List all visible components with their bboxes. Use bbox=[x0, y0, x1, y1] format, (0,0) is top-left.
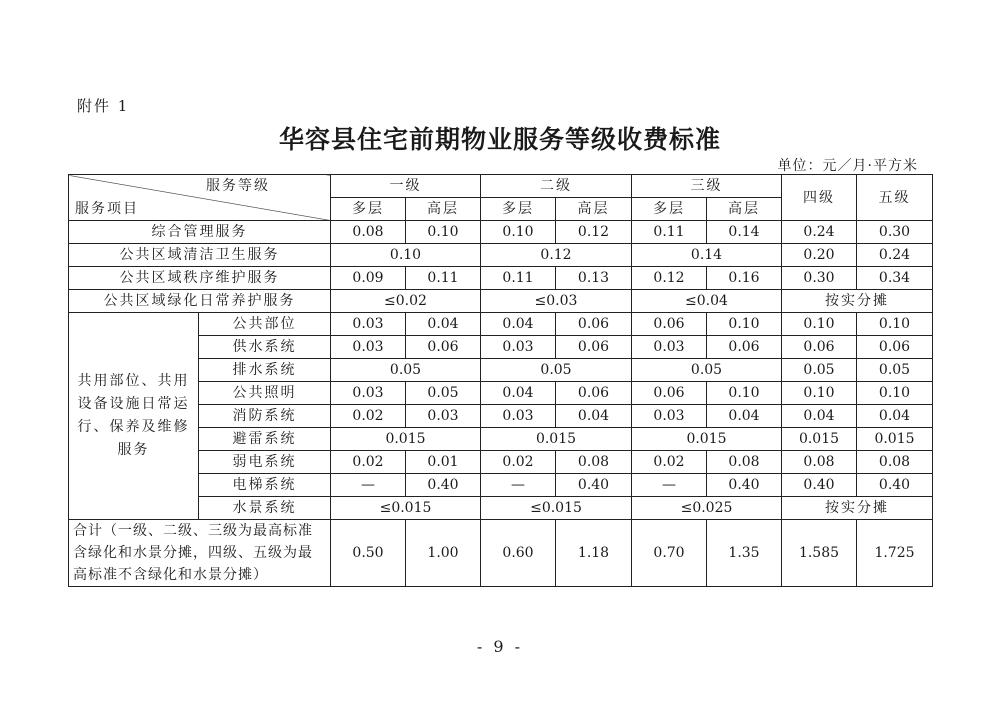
value-cell: 0.06 bbox=[782, 336, 857, 359]
row-label: 公共部位 bbox=[199, 313, 331, 336]
value-cell: 0.40 bbox=[782, 474, 857, 497]
row-label: 水景系统 bbox=[199, 497, 331, 520]
value-cell: 0.04 bbox=[707, 405, 782, 428]
value-cell: 0.08 bbox=[556, 451, 632, 474]
high-rise-header: 高层 bbox=[406, 198, 481, 221]
value-cell: 0.04 bbox=[481, 313, 556, 336]
value-cell: 0.10 bbox=[481, 221, 556, 244]
table-row-drainage bbox=[69, 359, 933, 382]
value-cell: 0.05 bbox=[481, 359, 632, 382]
value-cell: 0.12 bbox=[481, 244, 632, 267]
value-cell: 0.10 bbox=[406, 221, 481, 244]
page-number: - 9 - bbox=[476, 637, 524, 656]
value-cell: 0.03 bbox=[632, 405, 707, 428]
value-cell: 0.04 bbox=[857, 405, 933, 428]
value-cell: 0.015 bbox=[331, 428, 481, 451]
row-label: 供水系统 bbox=[199, 336, 331, 359]
value-cell: 0.04 bbox=[481, 382, 556, 405]
value-cell: 0.10 bbox=[782, 382, 857, 405]
total-value-cell: 1.725 bbox=[857, 520, 933, 587]
value-cell: 0.05 bbox=[632, 359, 782, 382]
value-cell: 0.03 bbox=[406, 405, 481, 428]
value-cell: 0.04 bbox=[406, 313, 481, 336]
page-title: 华容县住宅前期物业服务等级收费标准 bbox=[278, 125, 721, 154]
value-cell: 0.03 bbox=[632, 336, 707, 359]
high-rise-header: 高层 bbox=[556, 198, 632, 221]
total-value-cell: 1.585 bbox=[782, 520, 857, 587]
value-cell: 按实分摊 bbox=[782, 497, 933, 520]
unit-note: 单位：元／月·平方米 bbox=[777, 158, 918, 174]
value-cell: — bbox=[331, 474, 406, 497]
value-cell: 0.02 bbox=[331, 405, 406, 428]
value-cell: ≤0.04 bbox=[632, 290, 782, 313]
value-cell: 0.02 bbox=[632, 451, 707, 474]
total-value-cell: 0.70 bbox=[632, 520, 707, 587]
row-label: 电梯系统 bbox=[199, 474, 331, 497]
value-cell: ≤0.02 bbox=[331, 290, 481, 313]
value-cell: 0.12 bbox=[556, 221, 632, 244]
row-label: 弱电系统 bbox=[199, 451, 331, 474]
value-cell: 0.03 bbox=[481, 336, 556, 359]
value-cell: 0.015 bbox=[481, 428, 632, 451]
value-cell: 0.06 bbox=[632, 382, 707, 405]
value-cell: ≤0.025 bbox=[632, 497, 782, 520]
value-cell: ≤0.015 bbox=[481, 497, 632, 520]
value-cell: — bbox=[632, 474, 707, 497]
grade-4-header: 四级 bbox=[782, 175, 857, 221]
table-row-weak-current bbox=[69, 451, 933, 474]
table-row-order bbox=[69, 267, 933, 290]
value-cell: 0.40 bbox=[707, 474, 782, 497]
grade-1-header: 一级 bbox=[331, 175, 481, 198]
total-value-cell: 0.50 bbox=[331, 520, 406, 587]
value-cell: 0.16 bbox=[707, 267, 782, 290]
table-row-greening bbox=[69, 290, 933, 313]
total-label: 合计（一级、二级、三级为最高标准含绿化和水景分摊，四级、五级为最高标准不含绿化和水景分摊） bbox=[69, 520, 331, 587]
value-cell: 0.08 bbox=[782, 451, 857, 474]
value-cell: 0.06 bbox=[556, 336, 632, 359]
value-cell: — bbox=[481, 474, 556, 497]
value-cell: 0.05 bbox=[857, 359, 933, 382]
value-cell: 0.04 bbox=[556, 405, 632, 428]
high-rise-header: 高层 bbox=[707, 198, 782, 221]
value-cell: 0.02 bbox=[331, 451, 406, 474]
value-cell: 0.20 bbox=[782, 244, 857, 267]
diagonal-header-cell bbox=[69, 175, 331, 221]
value-cell: ≤0.03 bbox=[481, 290, 632, 313]
value-cell: 0.06 bbox=[632, 313, 707, 336]
table-row-waterscape bbox=[69, 497, 933, 520]
total-value-cell: 1.00 bbox=[406, 520, 481, 587]
grade-5-header: 五级 bbox=[857, 175, 933, 221]
value-cell: 0.14 bbox=[632, 244, 782, 267]
value-cell: 0.06 bbox=[406, 336, 481, 359]
value-cell: 0.10 bbox=[857, 313, 933, 336]
value-cell: ≤0.015 bbox=[331, 497, 481, 520]
value-cell: 0.03 bbox=[481, 405, 556, 428]
value-cell: 0.05 bbox=[406, 382, 481, 405]
table-row-public-parts bbox=[69, 313, 933, 336]
row-label: 公共照明 bbox=[199, 382, 331, 405]
value-cell: 0.08 bbox=[331, 221, 406, 244]
annex-label: 附件 1 bbox=[77, 97, 130, 115]
value-cell: 0.09 bbox=[331, 267, 406, 290]
value-cell: 0.05 bbox=[331, 359, 481, 382]
value-cell: 0.08 bbox=[707, 451, 782, 474]
value-cell: 0.015 bbox=[857, 428, 933, 451]
value-cell: 0.34 bbox=[857, 267, 933, 290]
value-cell: 0.24 bbox=[857, 244, 933, 267]
value-cell: 0.24 bbox=[782, 221, 857, 244]
value-cell: 0.12 bbox=[632, 267, 707, 290]
table-row-elevator bbox=[69, 474, 933, 497]
equipment-group-label: 共用部位、共用设备设施日常运行、保养及维修服务 bbox=[69, 313, 199, 520]
value-cell: 0.11 bbox=[632, 221, 707, 244]
value-cell: 0.10 bbox=[707, 313, 782, 336]
value-cell: 0.14 bbox=[707, 221, 782, 244]
row-label: 综合管理服务 bbox=[69, 221, 331, 244]
value-cell: 0.08 bbox=[857, 451, 933, 474]
table-row-lighting bbox=[69, 382, 933, 405]
value-cell: 0.06 bbox=[707, 336, 782, 359]
table-row-cleaning bbox=[69, 244, 933, 267]
value-cell: 0.40 bbox=[857, 474, 933, 497]
table-row-general-mgmt bbox=[69, 221, 933, 244]
service-item-header: 服务项目 bbox=[75, 201, 139, 217]
service-grade-header: 服务等级 bbox=[206, 178, 270, 194]
row-label: 公共区域绿化日常养护服务 bbox=[69, 290, 331, 313]
value-cell: 0.10 bbox=[707, 382, 782, 405]
value-cell: 0.03 bbox=[331, 336, 406, 359]
table-row-total bbox=[69, 520, 933, 587]
row-label: 公共区域清洁卫生服务 bbox=[69, 244, 331, 267]
value-cell: 0.03 bbox=[331, 382, 406, 405]
total-value-cell: 0.60 bbox=[481, 520, 556, 587]
value-cell: 0.01 bbox=[406, 451, 481, 474]
value-cell: 0.015 bbox=[782, 428, 857, 451]
value-cell: 0.10 bbox=[782, 313, 857, 336]
multi-storey-header: 多层 bbox=[331, 198, 406, 221]
value-cell: 0.11 bbox=[481, 267, 556, 290]
total-value-cell: 1.18 bbox=[556, 520, 632, 587]
multi-storey-header: 多层 bbox=[481, 198, 556, 221]
fee-standard-table bbox=[68, 174, 933, 587]
value-cell: 0.10 bbox=[857, 382, 933, 405]
value-cell: 0.30 bbox=[782, 267, 857, 290]
value-cell: 0.30 bbox=[857, 221, 933, 244]
table-row-fire bbox=[69, 405, 933, 428]
value-cell: 0.40 bbox=[406, 474, 481, 497]
row-label: 公共区域秩序维护服务 bbox=[69, 267, 331, 290]
table-row-water-supply bbox=[69, 336, 933, 359]
value-cell: 0.04 bbox=[782, 405, 857, 428]
grade-2-header: 二级 bbox=[481, 175, 632, 198]
value-cell: 0.03 bbox=[331, 313, 406, 336]
row-label: 避雷系统 bbox=[199, 428, 331, 451]
value-cell: 0.015 bbox=[632, 428, 782, 451]
header-row bbox=[69, 175, 933, 198]
value-cell: 0.02 bbox=[481, 451, 556, 474]
value-cell: 0.05 bbox=[782, 359, 857, 382]
table-row-lightning bbox=[69, 428, 933, 451]
multi-storey-header: 多层 bbox=[632, 198, 707, 221]
value-cell: 0.06 bbox=[556, 313, 632, 336]
value-cell: 0.10 bbox=[331, 244, 481, 267]
value-cell: 0.06 bbox=[857, 336, 933, 359]
value-cell: 按实分摊 bbox=[782, 290, 933, 313]
grade-3-header: 三级 bbox=[632, 175, 782, 198]
total-value-cell: 1.35 bbox=[707, 520, 782, 587]
row-label: 排水系统 bbox=[199, 359, 331, 382]
value-cell: 0.06 bbox=[556, 382, 632, 405]
row-label: 消防系统 bbox=[199, 405, 331, 428]
value-cell: 0.11 bbox=[406, 267, 481, 290]
value-cell: 0.13 bbox=[556, 267, 632, 290]
value-cell: 0.40 bbox=[556, 474, 632, 497]
